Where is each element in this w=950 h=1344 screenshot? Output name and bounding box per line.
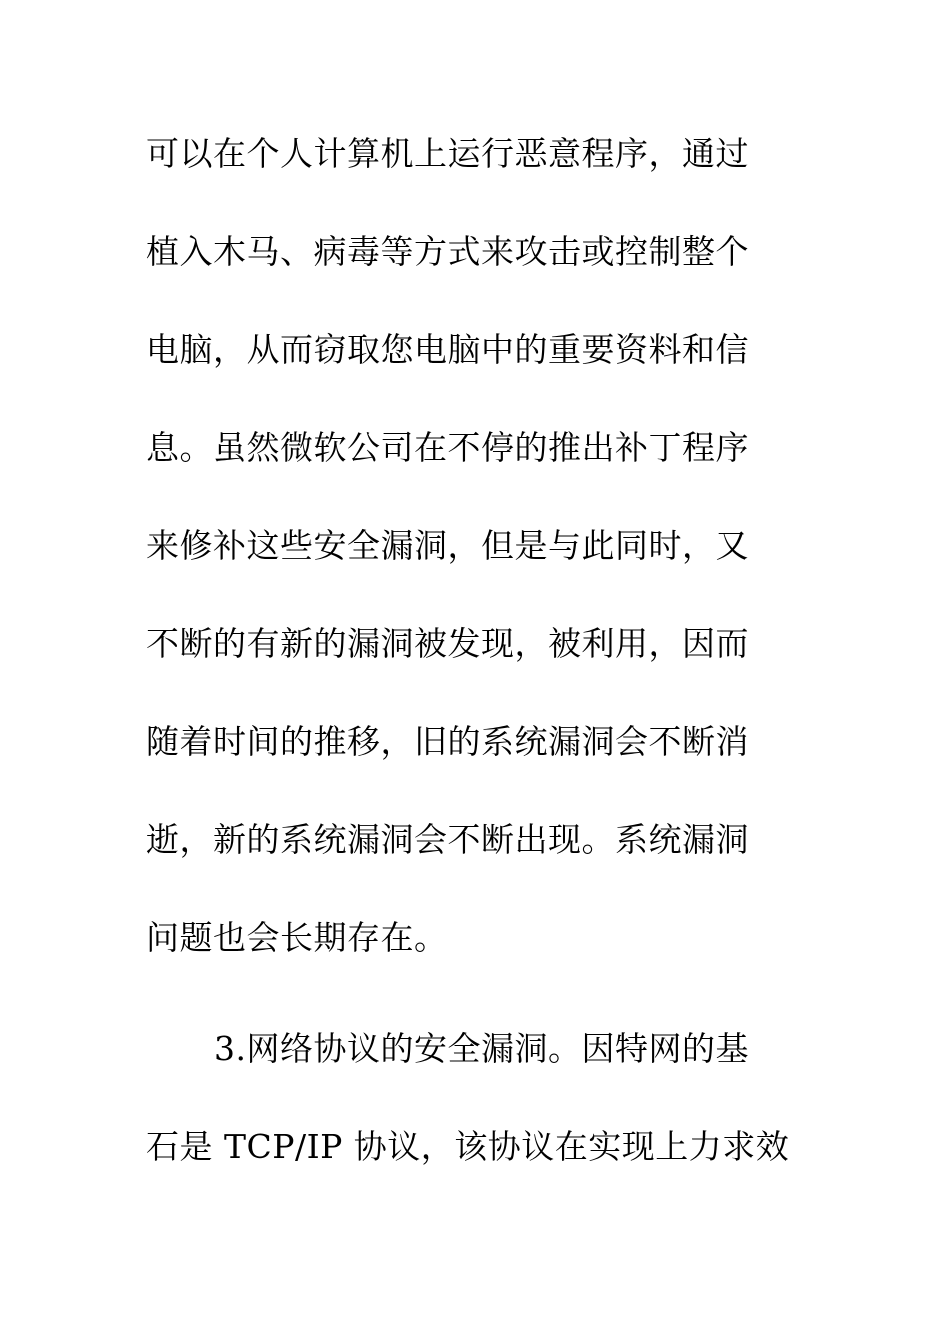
text-line-7: 随着时间的推移，旧的系统漏洞会不断消 bbox=[146, 722, 749, 761]
text-line-4: 息。虽然微软公司在不停的推出补丁程序 bbox=[146, 428, 749, 467]
text-line-3: 电脑，从而窃取您电脑中的重要资料和信 bbox=[146, 330, 749, 369]
text-line-1: 可以在个人计算机上运行恶意程序，通过 bbox=[146, 134, 749, 173]
text-line-8: 逝，新的系统漏洞会不断出现。系统漏洞 bbox=[146, 820, 749, 859]
text-line-6: 不断的有新的漏洞被发现，被利用，因而 bbox=[146, 624, 749, 663]
text-line-9: 问题也会长期存在。 bbox=[146, 918, 448, 957]
text-line-5: 来修补这些安全漏洞，但是与此同时，又 bbox=[146, 526, 749, 565]
text-line-11: 石是 TCP/IP 协议，该协议在实现上力求效 bbox=[146, 1127, 790, 1166]
paragraph-heading-line: 3.网络协议的安全漏洞。因特网的基 bbox=[214, 1029, 749, 1068]
text-line-2: 植入木马、病毒等方式来攻击或控制整个 bbox=[146, 232, 749, 271]
